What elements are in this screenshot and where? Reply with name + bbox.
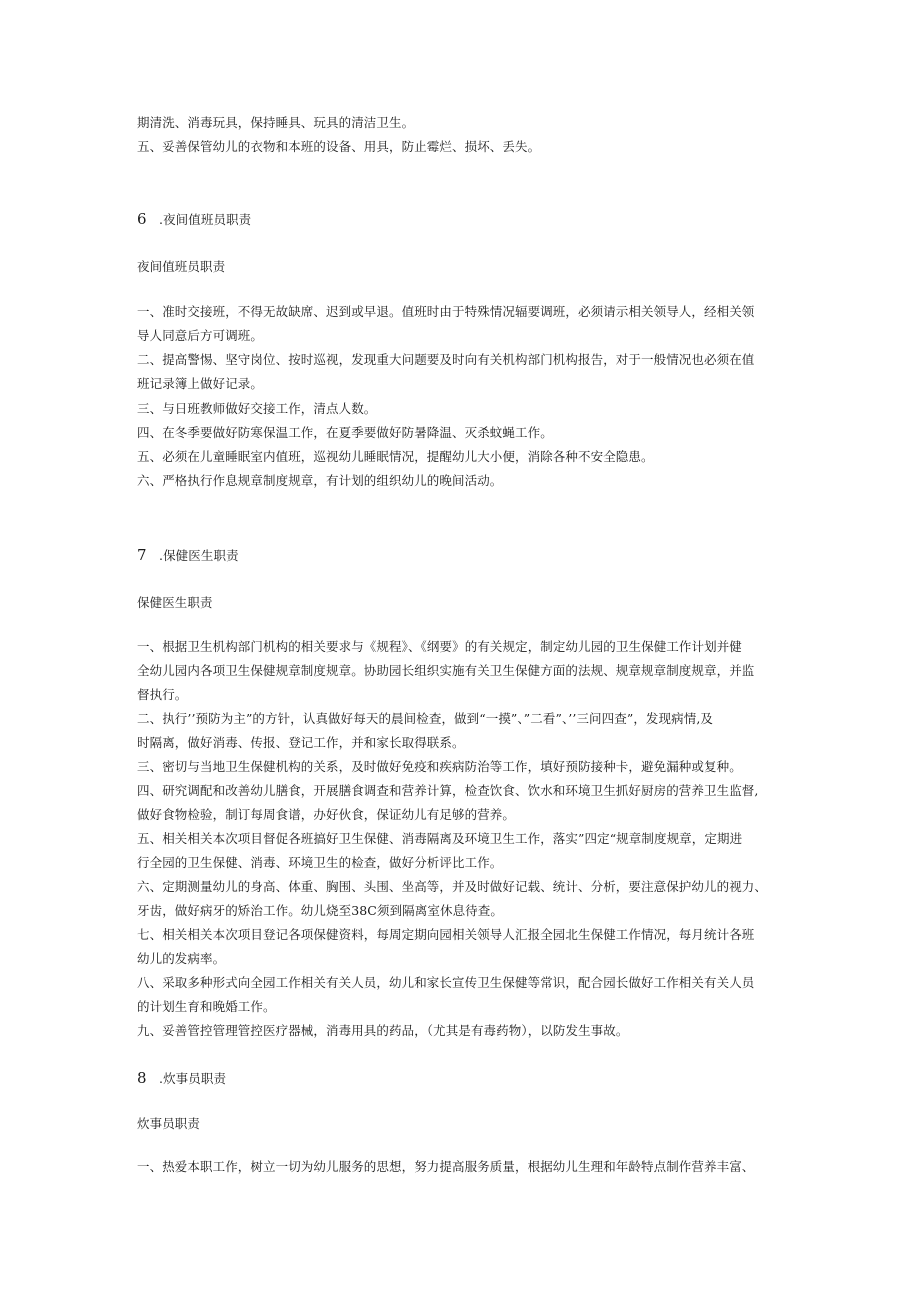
section-number: 6 [137,210,147,228]
paragraph-line: 五、妥善保管幼儿的衣物和本班的设备、用具，防止霉烂、损坏、丢失。 [137,139,541,154]
paragraph-line: 三、密切与当地卫生保健机构的关系，及时做好免疫和疾病防治等工作，填好预防接种卡，避免漏种或复种。 [137,759,742,774]
paragraph-line: 做好食物检验，制订每周食谱，办好伙食，保证幼儿有足够的营养。 [137,807,516,822]
paragraph-line: 幼儿的发病率。 [137,951,226,966]
paragraph-line: 一、准时交接班，不得无故缺席、迟到或早退。值班时由于特殊情况辐要调班，必须请示相关领导人，经相关领 [137,304,755,319]
paragraph-line: 九、妥善管控管理管控医疗器械，消毒用具的药品，（尤其是有毒药物），以防发生事故。 [137,1023,629,1038]
paragraph-line: 一、根据卫生机构部门机构的相关要求与《规程》、《纲要》的有关规定，制定幼儿园的卫生保健工作计划并健 [137,639,742,654]
paragraph-line: 一、热爱本职工作，树立一切为幼儿服务的思想，努力提高服务质量，根据幼儿生理和年龄特点制作营养丰富、 [137,1159,755,1174]
subtitle: 炊事员职责 [137,1116,201,1131]
section-heading-7 [137,546,239,565]
paragraph-line: 期清洗、消毒玩具，保持睡具、玩具的清洁卫生。 [137,115,415,130]
paragraph-line: 四、在冬季要做好防寒保温工作，在夏季要做好防暑降温、灭杀蚊蝇工作。 [137,425,553,440]
paragraph-line: 导人同意后方可调班。 [137,328,264,343]
paragraph-line: 督执行。 [137,687,188,702]
subtitle: 保健医生职责 [137,595,213,610]
paragraph-line: 七、相关相关本次项目登记各项保健资料，每周定期向园相关领导人汇报全园北生保健工作情况，每月统计各班 [137,927,755,942]
section-title: .夜间值班员职责 [159,212,252,227]
paragraph-line: 全幼儿园内各项卫生保健规章制度规章。协助园长组织实施有关卫生保健方面的法规、规章规章制度规章，并监 [137,663,755,678]
paragraph-line: 六、严格执行作息规章制度规章，有计划的组织幼儿的晚间活动。 [137,473,503,488]
paragraph-line: 的计划生育和晚婚工作。 [137,999,276,1014]
section-title: .炊事员职责 [159,1071,227,1086]
paragraph-line: 四、研究调配和改善幼儿膳食，开展膳食调查和营养计算，检查饮食、饮水和环境卫生抓好厨房的营养卫生监督, [137,783,759,798]
section-heading-6 [137,210,251,229]
paragraph-line: 五、相关相关本次项目督促各班搞好卫生保健、消毒隔离及环境卫生工作，落实”四定“规章制度规章，定期进 [137,831,743,846]
paragraph-line: 班记录簿上做好记录。 [137,376,264,391]
paragraph-line: 六、定期测量幼儿的身高、体重、胸围、头围、坐高等，并及时做好记载、统计、分析，要注意保护幼儿的视力、 [137,879,768,894]
subtitle: 夜间值班员职责 [137,259,226,274]
paragraph-line: 八、采取多种形式向全园工作相关有关人员，幼儿和家长宣传卫生保健等常识，配合园长做好工作相关有关人员 [137,975,755,990]
paragraph-line: 时隔离，做好消毒、传报、登记工作，并和家长取得联系。 [137,735,465,750]
paragraph-line: 牙齿，做好病牙的矫治工作。幼儿烧至38C须到隔离室休息待查。 [137,903,503,918]
section-title: .保健医生职责 [159,548,239,563]
paragraph-line: 二、提高警惕、坚守岗位、按时巡视，发现重大问题要及时向有关机构部门机构报告，对于一般情况也必须在值 [137,352,755,367]
paragraph-line: 行全园的卫生保健、消毒、环境卫生的检查，做好分析评比工作。 [137,855,503,870]
paragraph-line: 二、执行’’预防为主”的方针，认真做好每天的晨间检查，做到“一摸”、”二看”、’’三问四查”，发现病情,及 [137,711,714,726]
paragraph-line: 三、与日班教师做好交接工作，清点人数。 [137,401,377,416]
section-heading-8 [137,1069,226,1088]
paragraph-line: 五、必须在儿童睡眠室内值班，巡视幼儿睡眠情况，提醒幼儿大小便，消除各种不安全隐患。 [137,449,654,464]
section-number: 7 [137,546,147,564]
section-number: 8 [137,1069,147,1087]
